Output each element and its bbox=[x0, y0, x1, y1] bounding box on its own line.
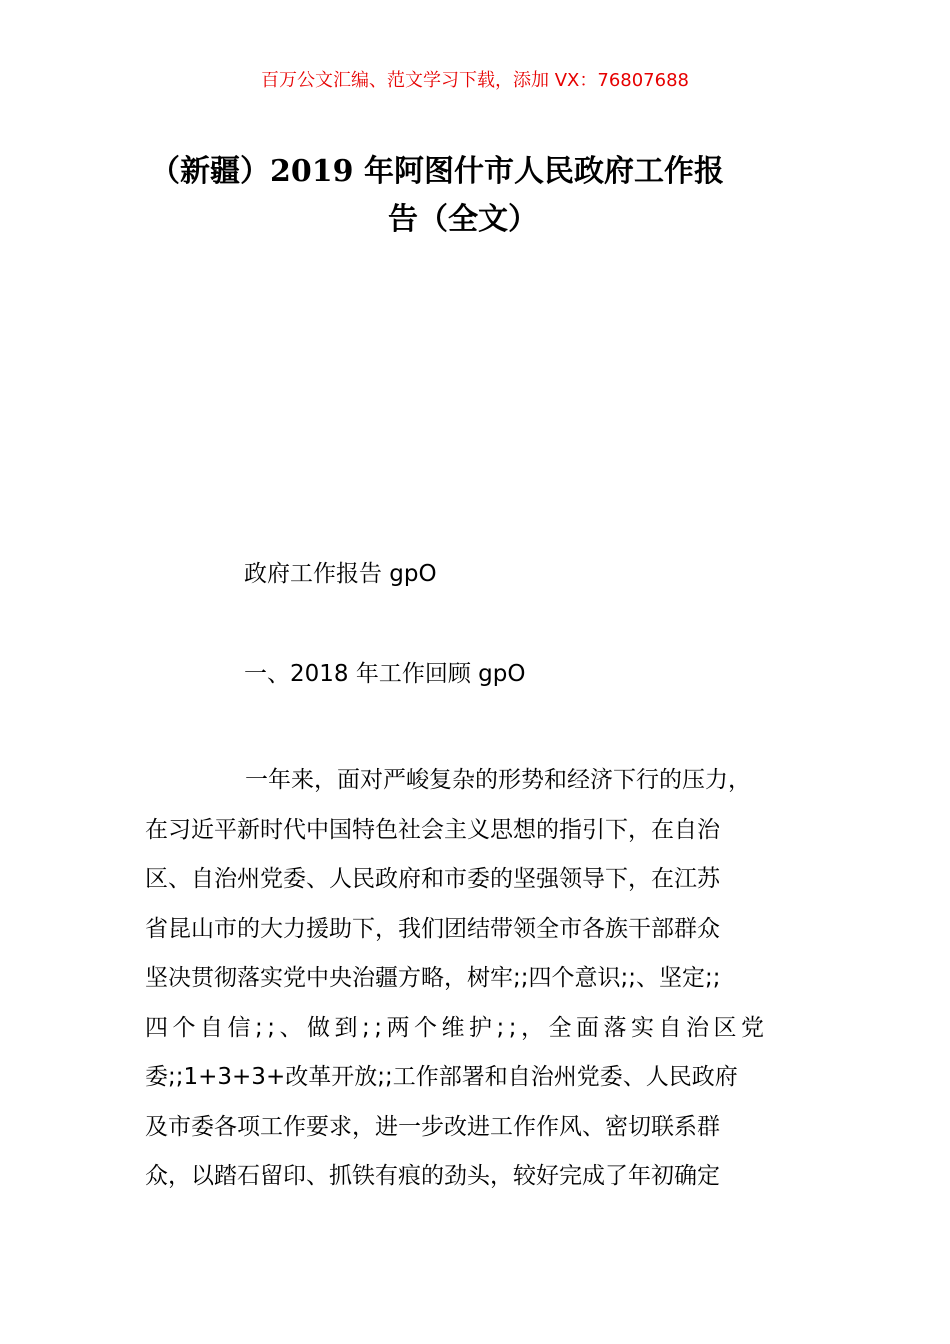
section-heading: 一、2018 年工作回顾 gpO bbox=[244, 661, 526, 687]
body-line: 四个自信;;、做到;;两个维护;;，全面落实自治区党 bbox=[145, 1014, 769, 1041]
document-title bbox=[150, 148, 810, 244]
body-line: 坚决贯彻落实党中央治疆方略，树牢;;四个意识;;、坚定;; bbox=[145, 965, 721, 991]
title-line-1: （新疆）2019 年阿图什市人民政府工作报 bbox=[150, 154, 724, 189]
title-line-2: 告（全文） bbox=[388, 202, 538, 237]
body-line: 省昆山市的大力援助下，我们团结带领全市各族干部群众 bbox=[145, 915, 720, 942]
report-heading: 政府工作报告 gpO bbox=[244, 561, 437, 587]
body-line: 一年来，面对严峻复杂的形势和经济下行的压力， bbox=[245, 767, 751, 793]
body-paragraph bbox=[145, 756, 835, 1202]
header-note: 百万公文汇编、范文学习下载，添加 VX：76807688 bbox=[261, 70, 689, 91]
body-line: 委;;1+3+3+改革开放;;工作部署和自治州党委、人民政府 bbox=[145, 1064, 738, 1090]
body-line: 区、自治州党委、人民政府和市委的坚强领导下，在江苏 bbox=[145, 866, 720, 892]
body-line: 众，以踏石留印、抓铁有痕的劲头，较好完成了年初确定 bbox=[145, 1163, 720, 1189]
body-line: 在习近平新时代中国特色社会主义思想的指引下，在自治 bbox=[145, 816, 720, 843]
body-line: 及市委各项工作要求，进一步改进工作作风、密切联系群 bbox=[145, 1113, 720, 1140]
